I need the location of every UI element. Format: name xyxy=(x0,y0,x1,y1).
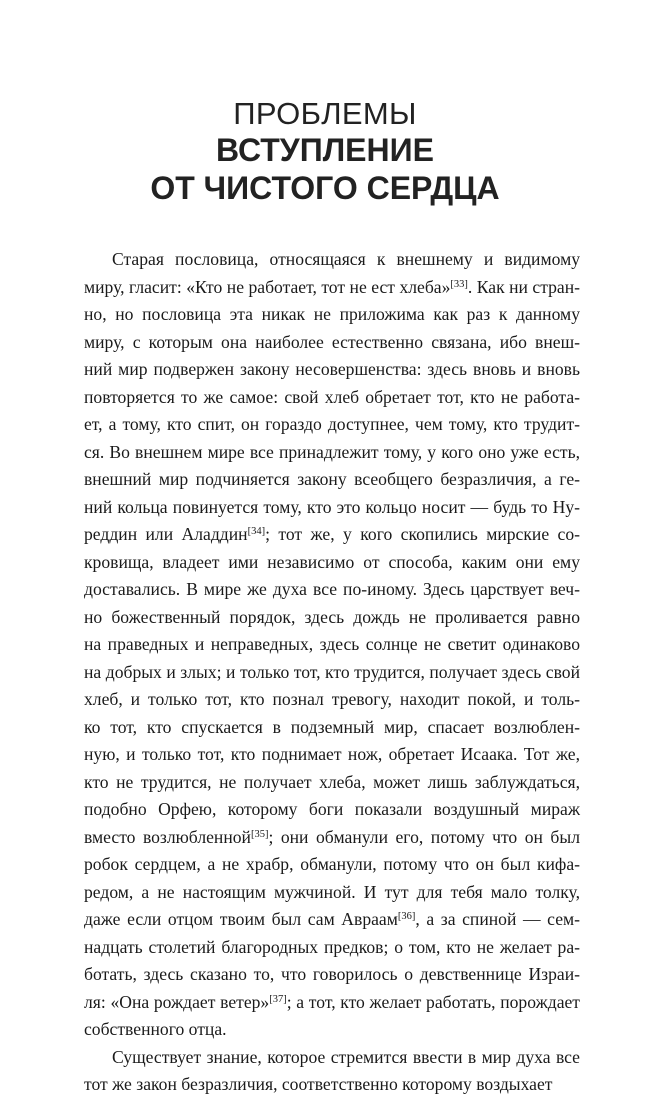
text-run: ; тот же, у кого скопились мирские со- xyxy=(265,524,581,544)
text-line xyxy=(84,741,580,769)
text-run: ботать, здесь сказано то, что говорилось о девственнице Израи- xyxy=(84,964,580,984)
text-run: миру, гласит: «Кто не работает, тот не ест хлеба» xyxy=(84,276,451,297)
body-text xyxy=(84,246,580,1099)
chapter-title-line-1: ВСТУПЛЕНИЕ xyxy=(216,132,434,168)
text-line xyxy=(84,384,580,412)
text-run: ся. Во внешнем мире все принадлежит тому, у кого оно уже есть, xyxy=(84,441,580,462)
text-line xyxy=(84,549,580,577)
text-line xyxy=(84,1071,580,1099)
text-line xyxy=(84,576,580,604)
text-line xyxy=(84,989,580,1017)
text-line xyxy=(84,659,580,687)
text-run: собственного отца. xyxy=(84,1019,227,1039)
text-line xyxy=(84,274,580,302)
text-line xyxy=(84,934,580,962)
text-run: Старая пословица, относящаяся к внешнему и видимому xyxy=(112,249,580,269)
footnote-ref[interactable]: [34] xyxy=(247,526,266,537)
text-line xyxy=(84,604,580,632)
text-run: но божественный порядок, здесь дождь не проливается равно xyxy=(84,606,580,627)
text-line xyxy=(84,301,580,329)
section-kicker: ПРОБЛЕМЫ xyxy=(233,96,417,131)
paragraph xyxy=(84,246,580,1044)
text-line xyxy=(84,961,580,989)
text-line xyxy=(84,329,580,357)
text-run: редом, а не настоящим мужчиной. И тут для тебя мало толку, xyxy=(84,881,580,902)
text-line xyxy=(84,631,580,659)
text-line xyxy=(84,769,580,797)
text-run: внешний мир подчиняется закону всеобщего безразличия, а ге- xyxy=(84,469,580,489)
text-run: Существует знание, которое стремится ввести в мир духа все xyxy=(112,1046,580,1067)
footnote-ref[interactable]: [35] xyxy=(250,828,269,840)
text-run: хлеб, и только тот, кто познал тревогу, находит покой, и толь- xyxy=(84,689,580,709)
text-line xyxy=(84,714,580,742)
text-run: на добрых и злых; и только тот, кто трудится, получает здесь свой xyxy=(84,661,580,682)
text-run: надцать столетий благородных предков; о том, кто не желает ра- xyxy=(84,936,580,957)
text-run: , а за спиной — сем- xyxy=(415,909,580,929)
text-line xyxy=(84,851,580,879)
footnote-ref[interactable]: [37] xyxy=(269,993,287,1005)
text-run: ля: «Она рождает ветер» xyxy=(84,991,270,1012)
text-line xyxy=(84,1044,580,1072)
text-run: реддин или Аладдин xyxy=(84,524,248,544)
text-line xyxy=(84,796,580,824)
text-run: кровища, владеет ими независимо от способа, каким они ему xyxy=(84,551,580,572)
text-line xyxy=(84,246,580,274)
paragraph xyxy=(84,1044,580,1099)
text-run: тот же закон безразличия, соответственно которому воздыхает xyxy=(84,1074,553,1094)
text-line xyxy=(84,439,580,467)
text-run: ний мир подвержен закону несовершенства: здесь вновь и вновь xyxy=(84,359,580,379)
text-line xyxy=(84,494,580,522)
text-run: подобно Орфею, которому боги показали воздушный мираж xyxy=(84,799,580,819)
text-run: ко тот, кто спускается в подземный мир, спасает возлюблен- xyxy=(84,716,580,737)
text-run: ную, и только тот, кто поднимает нож, обретает Исаака. Тот же, xyxy=(84,744,580,764)
text-run: миру, с которым она наиболее естественно связана, ибо внеш- xyxy=(84,331,580,352)
text-run: . Как ни стран- xyxy=(467,276,580,297)
text-run: ний кольца повинуется тому, кто это кольцо носит — будь то Ну- xyxy=(84,496,580,517)
text-line xyxy=(84,686,580,714)
text-run: кто не трудится, не получает хлеба, может лишь заблуждаться, xyxy=(84,771,580,792)
text-run: доставались. В мире же духа все по-иному. Здесь царствует веч- xyxy=(84,579,580,599)
text-line xyxy=(84,466,580,494)
text-run: робок сердцем, а не храбр, обманули, потому что он был кифа- xyxy=(84,854,580,874)
text-line xyxy=(84,906,580,934)
text-run: но, но пословица эта никак не приложима как раз к данному xyxy=(84,304,580,324)
text-run: даже если отцом твоим был сам Авраам xyxy=(84,909,398,929)
text-run: ет, а тому, кто спит, он гораздо доступнее, чем тому, кто трудит- xyxy=(84,414,580,434)
footnote-ref[interactable]: [33] xyxy=(450,278,468,290)
text-run: на праведных и неправедных, здесь солнце не светит одинаково xyxy=(84,634,580,654)
text-line xyxy=(84,1016,580,1044)
text-run: ; они обманули его, потому что он был xyxy=(268,826,580,847)
text-run: ; а тот, кто желает работать, порождает xyxy=(286,991,580,1012)
footnote-ref[interactable]: [36] xyxy=(397,911,416,922)
text-line xyxy=(84,356,580,384)
chapter-title-line-2: ОТ ЧИСТОГО СЕРДЦА xyxy=(150,170,500,206)
text-run: вместо возлюбленной xyxy=(84,826,251,847)
text-line xyxy=(84,824,580,852)
text-run: повторяется то же самое: свой хлеб обретает тот, кто не работа- xyxy=(84,386,580,407)
text-line xyxy=(84,879,580,907)
text-line xyxy=(84,411,580,439)
text-line xyxy=(84,521,580,549)
